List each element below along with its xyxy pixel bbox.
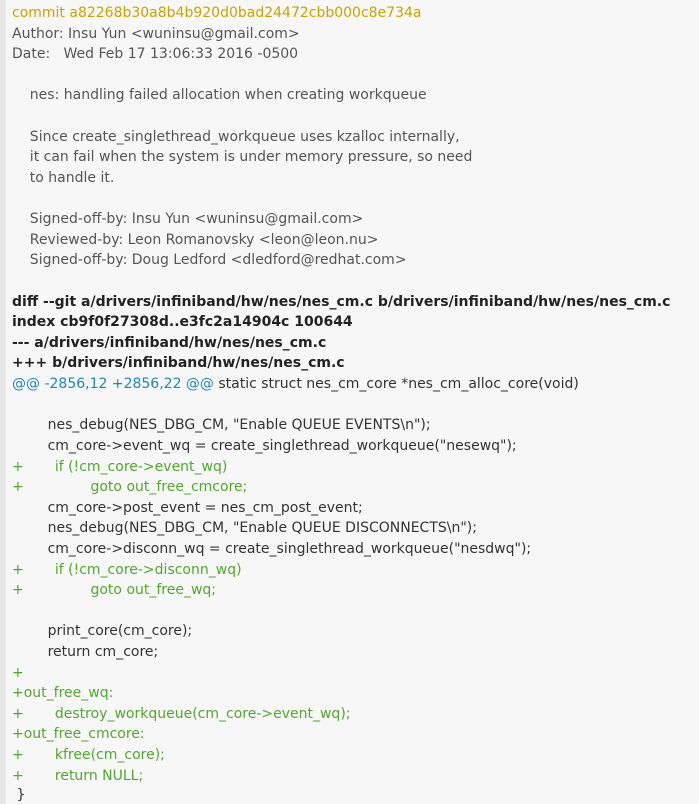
diff-added-line: + destroy_workqueue(cm_core->event_wq);	[12, 706, 351, 722]
diff-context-line: return cm_core;	[12, 644, 159, 660]
diff-added-line: + kfree(cm_core);	[12, 747, 165, 763]
commit-hash-line: commit a82268b30a8b4b920d0bad24472cbb000c8e734a	[12, 5, 422, 21]
diff-minus-file: --- a/drivers/infiniband/hw/nes/nes_cm.c	[12, 335, 327, 351]
diff-context-line: nes_debug(NES_DBG_CM, "Enable QUEUE DISCONNECTS\n");	[12, 520, 477, 536]
diff-added-line: +out_free_cmcore:	[12, 726, 145, 742]
commit-body-line: to handle it.	[12, 170, 115, 186]
trailer-signed-off: Signed-off-by: Doug Ledford <dledford@redhat.com>	[12, 252, 407, 268]
diff-added-line: + if (!cm_core->disconn_wq)	[12, 562, 242, 578]
commit-body-line: it can fail when the system is under memory pressure, so need	[12, 149, 473, 165]
diff-added-line: + return NULL;	[12, 768, 144, 784]
commit-author: Author: Insu Yun <wuninsu@gmail.com>	[12, 26, 300, 42]
hunk-range: @@ -2856,12 +2856,22 @@	[12, 376, 214, 392]
hunk-header	[12, 374, 579, 394]
trailer-reviewed-by: Reviewed-by: Leon Romanovsky <leon@leon.nu>	[12, 232, 379, 248]
diff-context-line: cm_core->event_wq = create_singlethread_workqueue("nesewq");	[12, 438, 517, 454]
diff-index-line: index cb9f0f27308d..e3fc2a14904c 100644	[12, 314, 353, 330]
diff-context-line: nes_debug(NES_DBG_CM, "Enable QUEUE EVENTS\n");	[12, 417, 431, 433]
diff-context-line: cm_core->post_event = nes_cm_post_event;	[12, 500, 363, 516]
diff-git-header: diff --git a/drivers/infiniband/hw/nes/nes_cm.c b/drivers/infiniband/hw/nes/nes_cm.c	[12, 294, 671, 310]
commit-body-line: Since create_singlethread_workqueue uses kzalloc internally,	[12, 129, 460, 145]
diff-added-line: + goto out_free_cmcore;	[12, 479, 248, 495]
diff-context-line: cm_core->disconn_wq = create_singlethread_workqueue("nesdwq");	[12, 541, 532, 557]
commit-date: Date: Wed Feb 17 13:06:33 2016 -0500	[12, 46, 299, 62]
diff-added-line: +	[12, 665, 24, 681]
diff-added-line: + if (!cm_core->event_wq)	[12, 459, 228, 475]
diff-plus-file: +++ b/drivers/infiniband/hw/nes/nes_cm.c	[12, 355, 345, 371]
diff-added-line: + goto out_free_wq;	[12, 582, 217, 598]
left-edge-strip	[0, 0, 6, 804]
commit-subject: nes: handling failed allocation when creating workqueue	[12, 87, 427, 103]
hunk-context: static struct nes_cm_core *nes_cm_alloc_core(void)	[213, 376, 579, 392]
diff-context-line: }	[12, 787, 26, 803]
trailer-signed-off: Signed-off-by: Insu Yun <wuninsu@gmail.com>	[12, 211, 364, 227]
diff-added-line: +out_free_wq:	[12, 685, 114, 701]
diff-context-line: print_core(cm_core);	[12, 623, 193, 639]
